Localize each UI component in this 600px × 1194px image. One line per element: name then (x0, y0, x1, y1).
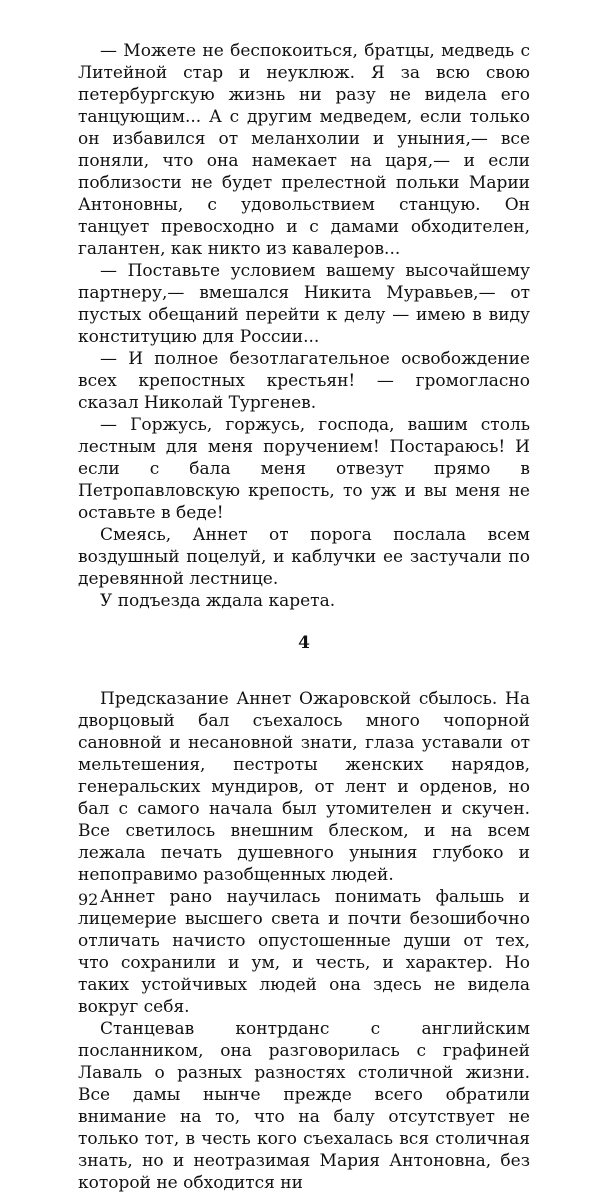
paragraph: Предсказание Аннет Ожаровской сбылось. На дворцовый бал съехалось много чопорной сановной и несановной знати, глаза уставали от мельтешения, пестроты женских нарядов, генеральских мундиров, от лент и орденов, но бал с самого начала был утомителен и скучен. Все светилось внешним блеском, и на всем лежала печать душевного уныния глубоко и непоправимо разобщенных людей. (78, 689, 530, 885)
paragraph: — Горжусь, горжусь, господа, вашим столь лестным для меня поручением! Постараюсь! И если с бала меня отвезут прямо в Петропавловскую крепость, то уж и вы меня не оставьте в беде! (78, 415, 530, 523)
book-page (78, 40, 530, 1194)
paragraph: Смеясь, Аннет от порога послала всем воздушный поцелуй, и каблучки ее застучали по деревянной лестнице. (78, 525, 530, 589)
paragraph: Станцевав контрданс с английским посланником, она разговорилась с графиней Лаваль о разных разностях столичной жизни. Все дамы нынче прежде всего обратили внимание на то, что на балу отсутствует не только тот, в честь кого съехалась вся столичная знать, но и неотразимая Мария Антоновна, без которой не обходится ни (78, 1019, 530, 1193)
page-number: 92 (78, 890, 99, 909)
paragraph: У подъезда ждала карета. (100, 591, 336, 611)
paragraph: Аннет рано научилась понимать фальшь и лицемерие высшего света и почти безошибочно отличать начисто опустошенные души от тех, что сохранили и ум, и честь, и характер. Но таких устойчивых людей она здесь не видела вокруг себя. (78, 887, 530, 1017)
paragraph: — Поставьте условием вашему высочайшему партнеру,— вмешался Никита Муравьев,— от пустых обещаний перейти к делу — имею в виду конституцию для России... (78, 261, 530, 347)
paragraph: — И полное безотлагательное освобождение всех крепостных крестьян! — громогласно сказал Николай Тургенев. (78, 349, 530, 413)
paragraph: — Можете не беспокоиться, братцы, медведь с Литейной стар и неуклюж. Я за всю свою петербургскую жизнь ни разу не видела его танцующим... А с другим медведем, если только он избавился от меланхолии и уныния,— все поняли, что она намекает на царя,— и если поблизости не будет прелестной польки Марии Антоновны, с удовольствием станцую. Он танцует превосходно и с дамами обходителен, галантен, как никто из кавалеров... (78, 41, 530, 259)
chapter-number: 4 (298, 633, 310, 653)
